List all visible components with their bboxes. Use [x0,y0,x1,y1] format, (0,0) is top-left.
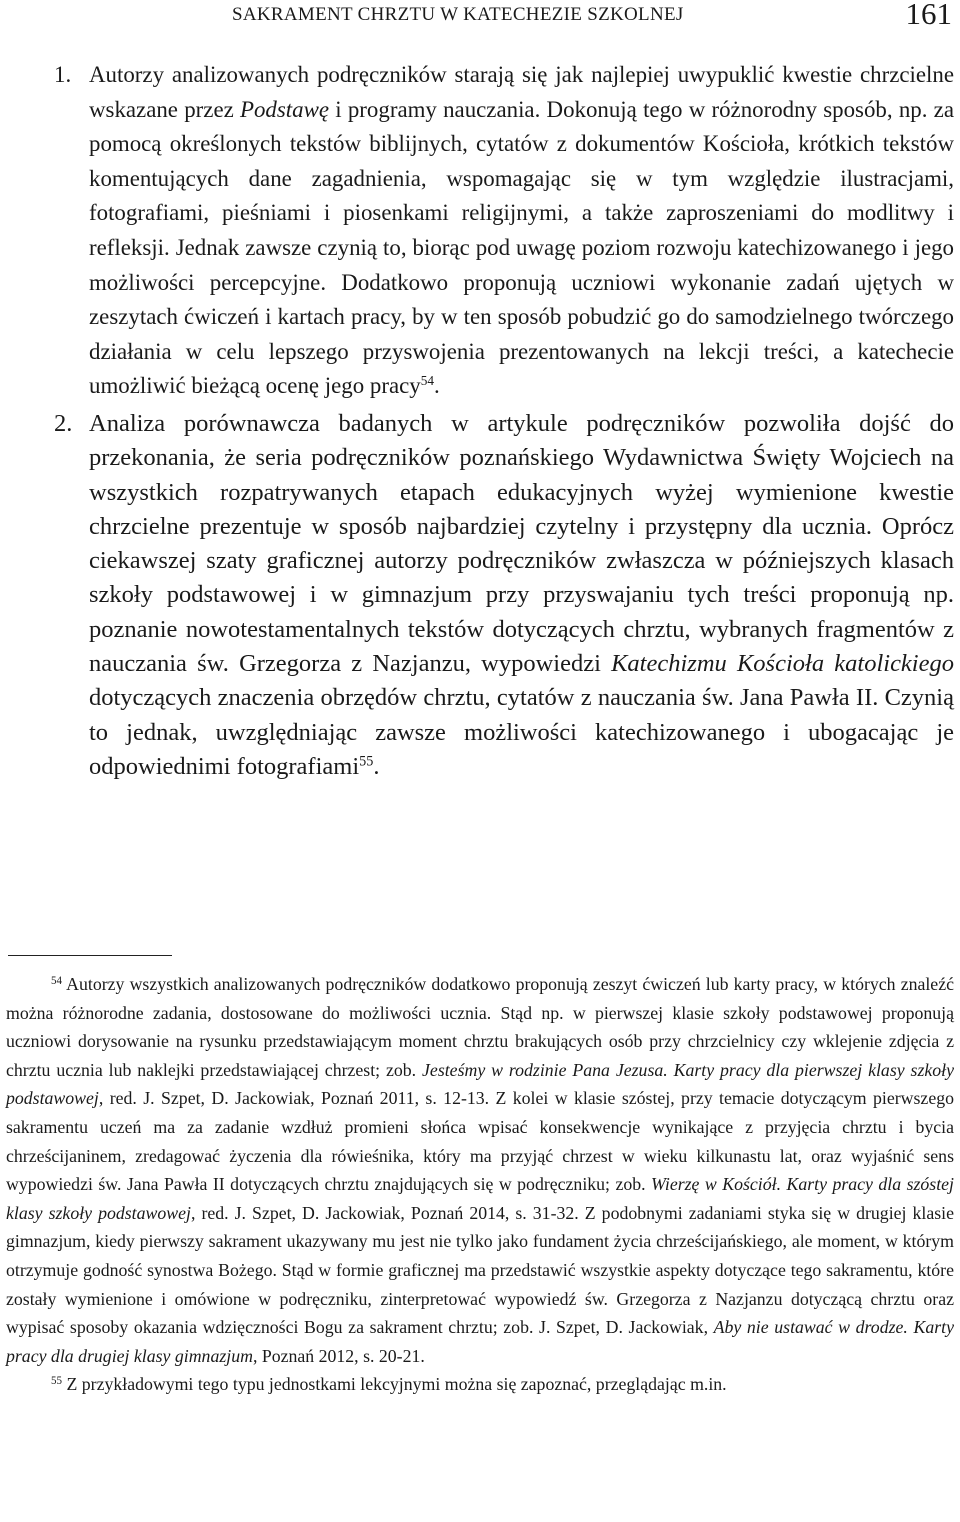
paragraph-text: Analiza porównawcza badanych w artykule podręczników pozwoliła dojść do przekonania, że seria podręczników poznańskiego Wydawnictwa Święty Wojciech na wszystkich rozpatrywanych etapach edukacyjnych wyżej wymienione kwestie chrzcielne prezentuje w sposób najbardziej czytelny i przystępny dla ucznia. Oprócz ciekawszej szaty graficznej autorzy podręczników zwłaszcza w późniejszych klasach szkoły podstawowej i w gimnazjum przy przyswajaniu tych treści proponują np. poznanie nowotestamentalnych tekstów dotyczących chrztu, wybranych fragmentów z nauczania św. Grzegorza z Nazjanzu, wypowiedzi [89,409,954,678]
page-header [0,0,960,40]
paragraph-1 [8,58,954,404]
page-number: 161 [905,0,952,31]
paragraph-text: Autorzy analizowanych podręczników starają się jak najlepiej uwypuklić kwestie chrzcielne wskazane przez [89,62,954,122]
main-text [8,58,954,784]
footnote-number: 55 [51,1375,63,1388]
paragraph-text: i programy nauczania. Dokonują tego w różnorodny sposób, np. za pomocą określonych tekstów biblijnych, cytatów z dokumentów Kościoła, krótkich tekstów komentujących dane zagadnienia, wspomagając się w tym względzie ilustracjami, fotografiami, pieśniami i piosenkami religijnymi, a także zaproszeniami do modlitwy i refleksji. Jednak zawsze czynią to, biorąc pod uwagę poziom rozwoju katechizowanego i jego możliwości percepcyjne. Dodatkowo proponują uczniowi wykonanie zadań ujętych w zeszytach ćwiczeń i kartach pracy, by w ten sposób pobudzić go do samodzielnego twórczego działania w celu lepszego przyswojenia prezentowanych na lekcji treści, a katechecie umożliwić bieżącą ocenę jego pracy [89,96,954,399]
italic-title: Jesteśmy w rodzinie Pana Jezusa. Karty pracy dla pierwszej klasy szkoły podstawowej [6,1059,954,1109]
paragraph-number: 2. [54,409,73,437]
running-title: SAKRAMENT CHRZTU W KATECHEZIE SZKOLNEJ [232,4,684,25]
footnote-number: 54 [51,974,63,987]
paragraph-end: . [373,752,380,780]
paragraph-text: dotyczących znaczenia obrzędów chrztu, cytatów z nauczania św. Jana Pawła II. Czynią to jednak, uwzględniając zawsze możliwości katechizowanego i ubogacając je odpowiednimi fotografiami [89,684,954,780]
footnote-text: , red. J. Szpet, D. Jackowiak, Poznań 2011, s. 12-13. Z kolei w klasie szóstej, przy temacie dotyczącym pierwszego sakramentu uczeń ma za zadanie wzdłuż promieni słońca wpisać konsekwencje wynikające z przyjęcia chrztu i bycia chrześcijaninem, zredagować życzenia dla rówieśnika, który ma przyjąć chrzest w wieku kilkunastu lat, oraz wyjaśnić sens wypowiedzi św. Jana Pawła II dotyczących chrztu znajdujących się w podręczniku; zob. [6,1088,954,1195]
footnote-separator [8,955,172,956]
italic-title: Aby nie ustawać w drodze. Karty pracy dla drugiej klasy gimnazjum [6,1317,954,1366]
footnote-text: , Poznań 2012, s. 20-21. [252,1345,425,1366]
footnote-text: Z przykładowymi tego typu jednostkami lekcyjnymi można się zapoznać, przeglądając m.in. [62,1374,727,1395]
footnote-54 [6,970,954,1370]
footnote-55 [6,1370,954,1399]
footnote-text: , red. J. Szpet, D. Jackowiak, Poznań 2014, s. 31-32. Z podobnymi zadaniami styka się w drugiej klasie gimnazjum, kiedy pierwszy sakrament ukazywany mu jest nie tylko jako fundament życia chrześcijańskiego, ale moment, w którym otrzymuje godność synostwa Bożego. Stąd w formie graficznej ma przedstawić wszystkie aspekty dotyczące tego sakramentu, które zostały wymienione i omówione w podręczniku, zinterpretować wypowiedź św. Grzegorza z Nazjanzu dotyczącą chrztu oraz wypisać sposoby okazania wdzięczności Bogu za sakrament chrztu; zob. J. Szpet, D. Jackowiak, [6,1202,954,1338]
footnote-text: Autorzy wszystkich analizowanych podręczników dodatkowo proponują zeszyt ćwiczeń lub karty pracy, w których znaleźć można różnorodne zadania, dostosowane do możliwości ucznia. Stąd np. w pierwszej klasie szkoły podstawowej proponują uczniowi dorysowanie na rysunku przedstawiającym moment chrztu brakujących osób przy chrzcielnicy czy wklejenie zdjęcia z chrztu ucznia lub naklejki przedstawiającej chrzest; zob. [6,974,954,1080]
footnotes [6,970,954,1399]
footnote-reference[interactable]: 54 [420,373,435,389]
italic-title: Wierzę w Kościół. Karty pracy dla szóstej klasy szkoły podstawowej [6,1174,954,1223]
paragraph-end: . [434,373,440,399]
paragraph-number: 1. [54,62,72,87]
italic-title: Katechizmu Kościoła katolickiego [611,650,954,678]
italic-title: Podstawę [240,96,330,122]
paragraph-2 [8,407,954,784]
footnote-reference[interactable]: 55 [359,753,374,770]
